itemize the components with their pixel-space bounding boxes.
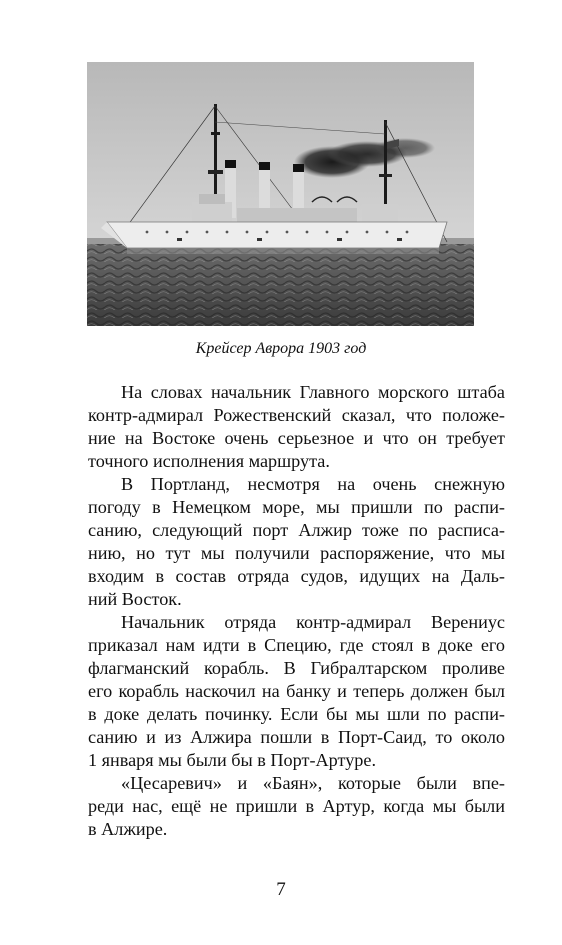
text-line: ние на Востоке очень серьезное и что он требует xyxy=(88,428,505,448)
paragraph-1 xyxy=(55,381,505,473)
text-line: ний Восток. xyxy=(88,589,182,609)
body-text xyxy=(55,381,505,841)
photo-caption: Крейсер Аврора 1903 год xyxy=(195,340,367,357)
text-line: 1 января мы были бы в Порт-Артуре. xyxy=(88,750,377,770)
text-line: в доке делать починку. Если бы мы шли по распи- xyxy=(88,704,505,724)
ship-photo xyxy=(87,62,474,326)
text-line: Начальник отряда контр-адмирал Верениус xyxy=(121,612,505,632)
text-line: В Портланд, несмотря на очень снежную xyxy=(121,474,505,494)
text-line: погоду в Немецком море, мы пришли по распи- xyxy=(88,497,505,517)
text-line: приказал нам идти в Специю, где стоял в доке его xyxy=(88,635,505,655)
text-line: санию и из Алжира пошли в Порт-Саид, то около xyxy=(88,727,505,747)
page-number: 7 xyxy=(276,879,286,900)
text-line: точного исполнения маршрута. xyxy=(88,451,330,471)
text-line: входим в состав отряда судов, идущих на Даль- xyxy=(88,566,505,586)
text-line: флагманский корабль. В Гибралтарском проливе xyxy=(88,658,505,678)
text-line: его корабль наскочил на банку и теперь должен был xyxy=(88,681,505,701)
cruiser-illustration xyxy=(87,62,474,326)
text-line: реди нас, ещё не пришли в Артур, когда мы были xyxy=(88,796,505,816)
text-line: нию, но тут мы получили распоряжение, что мы xyxy=(88,543,505,563)
paragraph-3 xyxy=(55,611,505,772)
text-line: «Цесаревич» и «Баян», которые были впе- xyxy=(121,773,505,793)
text-line: санию, следующий порт Алжир тоже по расписа- xyxy=(88,520,505,540)
text-line: контр-адмирал Рожественский сказал, что положе- xyxy=(88,405,505,425)
text-line: На словах начальник Главного морского штаба xyxy=(121,382,505,402)
paragraph-2 xyxy=(55,473,505,611)
text-line: в Алжире. xyxy=(88,819,168,839)
paragraph-4 xyxy=(55,772,505,841)
